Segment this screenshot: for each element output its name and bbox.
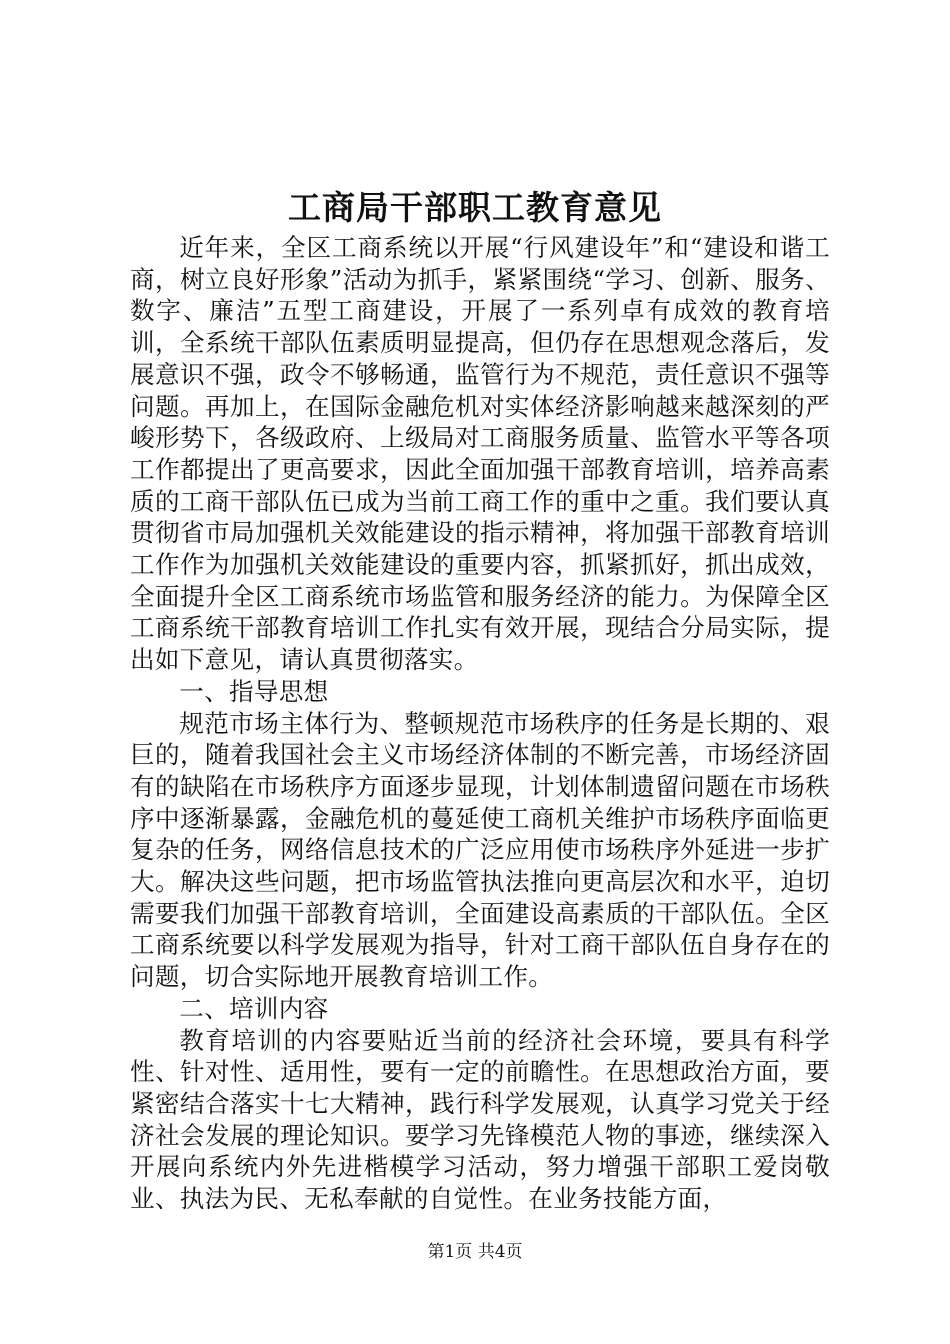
page-footer: 第1页 共4页 — [427, 1242, 523, 1262]
paragraph-training-content: 教育培训的内容要贴近当前的经济社会环境，要具有科学性、针对性、适用性，要有一定的前瞻性。在思想政治方面，要紧密结合落实十七大精神，践行科学发展观，认真学习党关于经济社会发展的理论知识。要学习先锋模范人物的事迹，继续深入开展向系统内外先进楷模学习活动，努力增强干部职工爱岗敬业、执法为民、无私奉献的自觉性。在业务技能方面， — [130, 1025, 830, 1214]
section-heading-training-content: 二、培训内容 — [179, 993, 329, 1023]
document-title: 工商局干部职工教育意见 — [288, 188, 662, 227]
paragraph-intro: 近年来，全区工商系统以开展“行风建设年”和“建设和谐工商，树立良好形象”活动为抓手，紧紧围绕“学习、创新、服务、数字、廉洁”五型工商建设，开展了一系列卓有成效的教育培训，全系统干部队伍素质明显提高，但仍存在思想观念落后，发展意识不强，政令不够畅通，监管行为不规范，责任意识不强等问题。再加上，在国际金融危机对实体经济影响越来越深刻的严峻形势下，各级政府、上级局对工商服务质量、监管水平等各项工作都提出了更高要求，因此全面加强干部教育培训，培养高素质的工商干部队伍已成为当前工商工作的重中之重。我们要认真贯彻省市局加强机关效能建设的指示精神，将加强干部教育培训工作作为加强机关效能建设的重要内容，抓紧抓好，抓出成效，全面提升全区工商系统市场监管和服务经济的能力。为保障全区工商系统干部教育培训工作扎实有效开展，现结合分局实际，提出如下意见，请认真贯彻落实。 — [130, 233, 830, 675]
paragraph-guiding-thought: 规范市场主体行为、整顿规范市场秩序的任务是长期的、艰巨的，随着我国社会主义市场经济体制的不断完善，市场经济固有的缺陷在市场秩序方面逐步显现，计划体制遗留问题在市场秩序中逐渐暴露，金融危机的蔓延使工商机关维护市场秩序面临更复杂的任务，网络信息技术的广泛应用使市场秩序外延进一步扩大。解决这些问题，把市场监管执法推向更高层次和水平，迫切需要我们加强干部教育培训，全面建设高素质的干部队伍。全区工商系统要以科学发展观为指导，针对工商干部队伍自身存在的问题，切合实际地开展教育培训工作。 — [130, 708, 830, 992]
section-heading-guiding-thought: 一、指导思想 — [179, 676, 329, 706]
document-body — [130, 232, 830, 1215]
